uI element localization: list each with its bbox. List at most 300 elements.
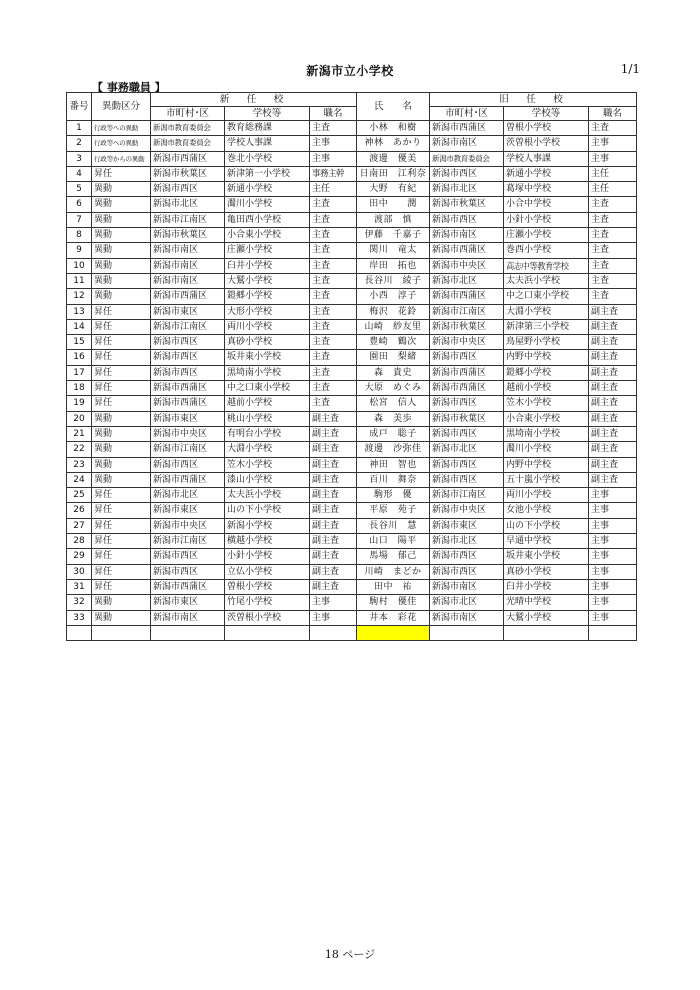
new-municipality: 新潟市教育委員会 bbox=[151, 121, 225, 136]
row-number: 16 bbox=[67, 350, 92, 365]
header-number: 番号 bbox=[67, 93, 92, 121]
new-municipality: 新潟市北区 bbox=[151, 488, 225, 503]
new-municipality: 新潟市中央区 bbox=[151, 518, 225, 533]
table-row bbox=[67, 350, 637, 365]
transfer-category: 昇任 bbox=[92, 304, 151, 319]
new-municipality: 新潟市東区 bbox=[151, 503, 225, 518]
new-school: 新津第一小学校 bbox=[225, 166, 310, 181]
new-school: 立仏小学校 bbox=[225, 564, 310, 579]
transfer-category: 異動 bbox=[92, 273, 151, 288]
old-position: 主事 bbox=[589, 488, 637, 503]
new-school: 横越小学校 bbox=[225, 534, 310, 549]
table-row bbox=[67, 319, 637, 334]
old-municipality: 新潟市秋葉区 bbox=[430, 197, 504, 212]
old-municipality: 新潟市西蒲区 bbox=[430, 121, 504, 136]
old-school: 小針小学校 bbox=[504, 212, 589, 227]
old-school: 鎧郷小学校 bbox=[504, 365, 589, 380]
row-number: 31 bbox=[67, 579, 92, 594]
new-municipality: 新潟市西蒲区 bbox=[151, 151, 225, 166]
table-row bbox=[67, 136, 637, 151]
old-municipality: 新潟市西区 bbox=[430, 549, 504, 564]
old-municipality: 新潟市中央区 bbox=[430, 503, 504, 518]
new-position: 主事 bbox=[310, 610, 357, 625]
old-municipality: 新潟市北区 bbox=[430, 442, 504, 457]
old-school: 学校人事課 bbox=[504, 151, 589, 166]
old-school: 小合東小学校 bbox=[504, 411, 589, 426]
staff-name: 小林 和樹 bbox=[357, 121, 430, 136]
transfer-category: 昇任 bbox=[92, 396, 151, 411]
empty-cell bbox=[92, 625, 151, 640]
new-school: 笠木小学校 bbox=[225, 457, 310, 472]
row-number: 14 bbox=[67, 319, 92, 334]
old-school: 茨曽根小学校 bbox=[504, 136, 589, 151]
header-new-school-group: 新 任 校 bbox=[151, 93, 357, 107]
staff-name: 森 貴史 bbox=[357, 365, 430, 380]
old-municipality: 新潟市西区 bbox=[430, 426, 504, 441]
old-position: 副主査 bbox=[589, 304, 637, 319]
staff-name: 渡邊 沙弥佳 bbox=[357, 442, 430, 457]
new-position: 副主査 bbox=[310, 503, 357, 518]
new-position: 副主査 bbox=[310, 457, 357, 472]
row-number: 22 bbox=[67, 442, 92, 457]
new-municipality: 新潟市西区 bbox=[151, 365, 225, 380]
old-municipality: 新潟市教育委員会 bbox=[430, 151, 504, 166]
row-number: 28 bbox=[67, 534, 92, 549]
transfer-category: 昇任 bbox=[92, 166, 151, 181]
table-row bbox=[67, 442, 637, 457]
table-row bbox=[67, 595, 637, 610]
row-number: 12 bbox=[67, 289, 92, 304]
old-position: 主事 bbox=[589, 136, 637, 151]
old-school: 新通小学校 bbox=[504, 166, 589, 181]
new-school: 小合東小学校 bbox=[225, 228, 310, 243]
old-municipality: 新潟市中央区 bbox=[430, 258, 504, 273]
staff-name: 山口 陽平 bbox=[357, 534, 430, 549]
row-number: 21 bbox=[67, 426, 92, 441]
new-municipality: 新潟市北区 bbox=[151, 197, 225, 212]
new-municipality: 新潟市西区 bbox=[151, 457, 225, 472]
old-position: 主事 bbox=[589, 610, 637, 625]
old-municipality: 新潟市江南区 bbox=[430, 488, 504, 503]
transfer-category: 異動 bbox=[92, 258, 151, 273]
staff-name: 神林 あかり bbox=[357, 136, 430, 151]
transfer-category: 異動 bbox=[92, 442, 151, 457]
transfer-category: 行政等への異動 bbox=[92, 136, 151, 151]
table-row bbox=[67, 426, 637, 441]
old-municipality: 新潟市北区 bbox=[430, 534, 504, 549]
old-position: 副主査 bbox=[589, 381, 637, 396]
old-position: 主事 bbox=[589, 564, 637, 579]
new-school: 坂井東小学校 bbox=[225, 350, 310, 365]
new-school: 庄瀬小学校 bbox=[225, 243, 310, 258]
old-school: 新津第三小学校 bbox=[504, 319, 589, 334]
old-municipality: 新潟市西区 bbox=[430, 472, 504, 487]
old-municipality: 新潟市東区 bbox=[430, 518, 504, 533]
staff-name: 伊藤 千嘉子 bbox=[357, 228, 430, 243]
old-position: 副主査 bbox=[589, 319, 637, 334]
new-municipality: 新潟市秋葉区 bbox=[151, 166, 225, 181]
old-school: 巻西小学校 bbox=[504, 243, 589, 258]
new-municipality: 新潟市西蒲区 bbox=[151, 472, 225, 487]
new-position: 主査 bbox=[310, 243, 357, 258]
new-municipality: 新潟市江南区 bbox=[151, 319, 225, 334]
header-new-position: 職名 bbox=[310, 107, 357, 121]
old-position: 副主査 bbox=[589, 472, 637, 487]
old-position: 副主査 bbox=[589, 335, 637, 350]
old-school: 光晴中学校 bbox=[504, 595, 589, 610]
new-school: 有明台小学校 bbox=[225, 426, 310, 441]
table-row bbox=[67, 610, 637, 625]
new-school: 小針小学校 bbox=[225, 549, 310, 564]
table-row bbox=[67, 273, 637, 288]
table-row bbox=[67, 518, 637, 533]
staff-name: 田中 潤 bbox=[357, 197, 430, 212]
row-number: 5 bbox=[67, 182, 92, 197]
new-school: 臼井小学校 bbox=[225, 258, 310, 273]
table-row bbox=[67, 258, 637, 273]
table-row bbox=[67, 488, 637, 503]
transfer-category: 異動 bbox=[92, 472, 151, 487]
transfer-category: 昇任 bbox=[92, 488, 151, 503]
table-row bbox=[67, 289, 637, 304]
old-position: 主事 bbox=[589, 503, 637, 518]
staff-name: 森 美歩 bbox=[357, 411, 430, 426]
header-old-municipality: 市町村･区 bbox=[430, 107, 504, 121]
new-position: 副主査 bbox=[310, 411, 357, 426]
new-municipality: 新潟市西蒲区 bbox=[151, 579, 225, 594]
transfer-category: 行政等からの異動 bbox=[92, 151, 151, 166]
old-school: 山の下小学校 bbox=[504, 518, 589, 533]
new-municipality: 新潟市江南区 bbox=[151, 442, 225, 457]
old-school: 葛塚中学校 bbox=[504, 182, 589, 197]
header-old-school: 学校等 bbox=[504, 107, 589, 121]
new-school: 山の下小学校 bbox=[225, 503, 310, 518]
table-row bbox=[67, 549, 637, 564]
table-row bbox=[67, 411, 637, 426]
old-position: 主査 bbox=[589, 121, 637, 136]
old-municipality: 新潟市西区 bbox=[430, 212, 504, 227]
staff-name: 豊崎 鶴次 bbox=[357, 335, 430, 350]
row-number: 32 bbox=[67, 595, 92, 610]
old-school: 庄瀬小学校 bbox=[504, 228, 589, 243]
new-position: 副主査 bbox=[310, 579, 357, 594]
old-position: 主事 bbox=[589, 579, 637, 594]
highlighted-empty-cell bbox=[357, 625, 430, 640]
page-title: 新潟市立小学校 bbox=[306, 64, 394, 78]
staff-name: 駒形 優 bbox=[357, 488, 430, 503]
table-row bbox=[67, 534, 637, 549]
staff-name: 松宮 信人 bbox=[357, 396, 430, 411]
header-new-school: 学校等 bbox=[225, 107, 310, 121]
old-municipality: 新潟市北区 bbox=[430, 182, 504, 197]
new-school: 曽根小学校 bbox=[225, 579, 310, 594]
old-school: 高志中等教育学校 bbox=[504, 258, 589, 273]
new-position: 主事 bbox=[310, 136, 357, 151]
new-school: 竹尾小学校 bbox=[225, 595, 310, 610]
new-position: 副主査 bbox=[310, 442, 357, 457]
table-row bbox=[67, 166, 637, 181]
staff-name: 岸田 拓也 bbox=[357, 258, 430, 273]
table-row bbox=[67, 396, 637, 411]
table-row bbox=[67, 472, 637, 487]
row-number: 8 bbox=[67, 228, 92, 243]
staff-name: 馬場 郁己 bbox=[357, 549, 430, 564]
personnel-table bbox=[66, 92, 637, 641]
transfer-category: 昇任 bbox=[92, 350, 151, 365]
old-position: 主査 bbox=[589, 197, 637, 212]
old-school: 鳥屋野小学校 bbox=[504, 335, 589, 350]
staff-name: 長谷川 綾子 bbox=[357, 273, 430, 288]
old-municipality: 新潟市南区 bbox=[430, 136, 504, 151]
transfer-category: 昇任 bbox=[92, 564, 151, 579]
old-position: 主事 bbox=[589, 518, 637, 533]
transfer-category: 異動 bbox=[92, 197, 151, 212]
new-position: 主査 bbox=[310, 304, 357, 319]
new-municipality: 新潟市西区 bbox=[151, 350, 225, 365]
row-number: 10 bbox=[67, 258, 92, 273]
old-school: 濁川小学校 bbox=[504, 442, 589, 457]
row-number: 27 bbox=[67, 518, 92, 533]
new-position: 主査 bbox=[310, 365, 357, 380]
old-school: 中之口東小学校 bbox=[504, 289, 589, 304]
staff-name: 渡邊 優美 bbox=[357, 151, 430, 166]
old-municipality: 新潟市南区 bbox=[430, 228, 504, 243]
old-municipality: 新潟市北区 bbox=[430, 595, 504, 610]
new-municipality: 新潟市南区 bbox=[151, 243, 225, 258]
new-school: 亀田西小学校 bbox=[225, 212, 310, 227]
new-position: 主査 bbox=[310, 335, 357, 350]
transfer-category: 昇任 bbox=[92, 534, 151, 549]
table-row bbox=[67, 503, 637, 518]
staff-name: 平原 苑子 bbox=[357, 503, 430, 518]
new-position: 主査 bbox=[310, 396, 357, 411]
row-number: 30 bbox=[67, 564, 92, 579]
empty-cell bbox=[504, 625, 589, 640]
old-municipality: 新潟市西蒲区 bbox=[430, 381, 504, 396]
new-position: 主査 bbox=[310, 121, 357, 136]
staff-name: 川崎 まどか bbox=[357, 564, 430, 579]
new-municipality: 新潟市江南区 bbox=[151, 212, 225, 227]
new-position: 主査 bbox=[310, 197, 357, 212]
old-position: 主事 bbox=[589, 151, 637, 166]
new-municipality: 新潟市西蒲区 bbox=[151, 289, 225, 304]
row-number: 19 bbox=[67, 396, 92, 411]
table-row bbox=[67, 197, 637, 212]
new-municipality: 新潟市西区 bbox=[151, 182, 225, 197]
old-municipality: 新潟市中央区 bbox=[430, 335, 504, 350]
old-municipality: 新潟市西区 bbox=[430, 457, 504, 472]
row-number: 11 bbox=[67, 273, 92, 288]
transfer-category: 異動 bbox=[92, 228, 151, 243]
table-row bbox=[67, 564, 637, 579]
row-number: 23 bbox=[67, 457, 92, 472]
new-position: 主査 bbox=[310, 381, 357, 396]
old-position: 主事 bbox=[589, 595, 637, 610]
new-school: 桃山小学校 bbox=[225, 411, 310, 426]
empty-cell bbox=[310, 625, 357, 640]
new-position: 主査 bbox=[310, 258, 357, 273]
old-municipality: 新潟市西区 bbox=[430, 396, 504, 411]
old-position: 主査 bbox=[589, 228, 637, 243]
transfer-category: 異動 bbox=[92, 289, 151, 304]
row-number: 26 bbox=[67, 503, 92, 518]
transfer-category: 昇任 bbox=[92, 503, 151, 518]
new-position: 主査 bbox=[310, 319, 357, 334]
transfer-category: 異動 bbox=[92, 243, 151, 258]
page-footer: 18 ページ bbox=[324, 948, 376, 961]
new-school: 真砂小学校 bbox=[225, 335, 310, 350]
new-municipality: 新潟市東区 bbox=[151, 304, 225, 319]
row-number: 29 bbox=[67, 549, 92, 564]
staff-name: 井本 彩花 bbox=[357, 610, 430, 625]
new-municipality: 新潟市南区 bbox=[151, 258, 225, 273]
section-label: 【 事務職員 】 bbox=[92, 81, 166, 94]
staff-name: 園田 梨緒 bbox=[357, 350, 430, 365]
old-position: 副主査 bbox=[589, 426, 637, 441]
staff-name: 関川 竜太 bbox=[357, 243, 430, 258]
table-row bbox=[67, 243, 637, 258]
row-number: 3 bbox=[67, 151, 92, 166]
transfer-category: 昇任 bbox=[92, 335, 151, 350]
old-municipality: 新潟市北区 bbox=[430, 273, 504, 288]
row-number: 4 bbox=[67, 166, 92, 181]
new-position: 主査 bbox=[310, 289, 357, 304]
new-position: 主査 bbox=[310, 228, 357, 243]
new-position: 主査 bbox=[310, 350, 357, 365]
new-municipality: 新潟市西蒲区 bbox=[151, 396, 225, 411]
header-name: 氏 名 bbox=[357, 93, 430, 121]
old-school: 臼井小学校 bbox=[504, 579, 589, 594]
new-school: 鎧郷小学校 bbox=[225, 289, 310, 304]
old-position: 主査 bbox=[589, 273, 637, 288]
new-municipality: 新潟市江南区 bbox=[151, 534, 225, 549]
new-municipality: 新潟市東区 bbox=[151, 411, 225, 426]
new-municipality: 新潟市西蒲区 bbox=[151, 381, 225, 396]
transfer-category: 異動 bbox=[92, 212, 151, 227]
table-row bbox=[67, 212, 637, 227]
new-municipality: 新潟市中央区 bbox=[151, 426, 225, 441]
table-row bbox=[67, 335, 637, 350]
old-municipality: 新潟市西区 bbox=[430, 166, 504, 181]
staff-name: 山崎 紗友里 bbox=[357, 319, 430, 334]
transfer-category: 異動 bbox=[92, 595, 151, 610]
old-municipality: 新潟市西蒲区 bbox=[430, 365, 504, 380]
new-position: 主査 bbox=[310, 212, 357, 227]
old-municipality: 新潟市江南区 bbox=[430, 304, 504, 319]
new-position: 副主査 bbox=[310, 488, 357, 503]
old-position: 副主査 bbox=[589, 442, 637, 457]
table-body bbox=[67, 121, 637, 641]
header-old-position: 職名 bbox=[589, 107, 637, 121]
new-school: 越前小学校 bbox=[225, 396, 310, 411]
row-number: 15 bbox=[67, 335, 92, 350]
new-school: 巻北小学校 bbox=[225, 151, 310, 166]
old-municipality: 新潟市西蒲区 bbox=[430, 289, 504, 304]
old-school: 内野中学校 bbox=[504, 350, 589, 365]
new-position: 副主査 bbox=[310, 518, 357, 533]
row-number: 17 bbox=[67, 365, 92, 380]
old-school: 笠木小学校 bbox=[504, 396, 589, 411]
new-municipality: 新潟市南区 bbox=[151, 273, 225, 288]
new-municipality: 新潟市秋葉区 bbox=[151, 228, 225, 243]
empty-cell bbox=[67, 625, 92, 640]
empty-cell bbox=[430, 625, 504, 640]
new-school: 太夫浜小学校 bbox=[225, 488, 310, 503]
table-row bbox=[67, 228, 637, 243]
new-school: 黒埼南小学校 bbox=[225, 365, 310, 380]
old-school: 両川小学校 bbox=[504, 488, 589, 503]
old-school: 黒埼南小学校 bbox=[504, 426, 589, 441]
new-school: 教育総務課 bbox=[225, 121, 310, 136]
old-school: 曽根小学校 bbox=[504, 121, 589, 136]
staff-name: 神田 智也 bbox=[357, 457, 430, 472]
staff-name: 渡部 慎 bbox=[357, 212, 430, 227]
old-position: 副主査 bbox=[589, 350, 637, 365]
new-school: 茨曽根小学校 bbox=[225, 610, 310, 625]
row-number: 24 bbox=[67, 472, 92, 487]
new-position: 事務主幹 bbox=[310, 166, 357, 181]
transfer-category: 異動 bbox=[92, 411, 151, 426]
row-number: 6 bbox=[67, 197, 92, 212]
transfer-category: 異動 bbox=[92, 182, 151, 197]
row-number: 18 bbox=[67, 381, 92, 396]
staff-name: 小西 淳子 bbox=[357, 289, 430, 304]
new-position: 副主査 bbox=[310, 426, 357, 441]
new-position: 副主査 bbox=[310, 534, 357, 549]
header-old-school-group: 旧 任 校 bbox=[430, 93, 637, 107]
old-municipality: 新潟市南区 bbox=[430, 610, 504, 625]
row-number: 1 bbox=[67, 121, 92, 136]
table-row bbox=[67, 151, 637, 166]
old-municipality: 新潟市南区 bbox=[430, 579, 504, 594]
row-number: 13 bbox=[67, 304, 92, 319]
row-number: 2 bbox=[67, 136, 92, 151]
new-position: 主査 bbox=[310, 273, 357, 288]
old-municipality: 新潟市西蒲区 bbox=[430, 243, 504, 258]
old-municipality: 新潟市秋葉区 bbox=[430, 411, 504, 426]
old-position: 主査 bbox=[589, 212, 637, 227]
old-school: 越前小学校 bbox=[504, 381, 589, 396]
transfer-category: 異動 bbox=[92, 426, 151, 441]
old-position: 主任 bbox=[589, 166, 637, 181]
old-school: 五十嵐小学校 bbox=[504, 472, 589, 487]
table-row bbox=[67, 365, 637, 380]
transfer-category: 昇任 bbox=[92, 518, 151, 533]
old-school: 早通中学校 bbox=[504, 534, 589, 549]
old-position: 副主査 bbox=[589, 365, 637, 380]
transfer-category: 昇任 bbox=[92, 549, 151, 564]
transfer-category: 昇任 bbox=[92, 319, 151, 334]
empty-cell bbox=[225, 625, 310, 640]
old-school: 坂井東小学校 bbox=[504, 549, 589, 564]
new-school: 濁川小学校 bbox=[225, 197, 310, 212]
table-row bbox=[67, 457, 637, 472]
old-position: 主査 bbox=[589, 258, 637, 273]
staff-name: 日南田 江利奈 bbox=[357, 166, 430, 181]
old-position: 副主査 bbox=[589, 411, 637, 426]
transfer-category: 行政等への異動 bbox=[92, 121, 151, 136]
new-position: 副主査 bbox=[310, 472, 357, 487]
new-school: 大形小学校 bbox=[225, 304, 310, 319]
old-school: 大淵小学校 bbox=[504, 304, 589, 319]
old-position: 副主査 bbox=[589, 457, 637, 472]
new-school: 新潟小学校 bbox=[225, 518, 310, 533]
new-position: 主事 bbox=[310, 151, 357, 166]
row-number: 25 bbox=[67, 488, 92, 503]
new-school: 両川小学校 bbox=[225, 319, 310, 334]
new-position: 副主査 bbox=[310, 549, 357, 564]
empty-cell bbox=[151, 625, 225, 640]
